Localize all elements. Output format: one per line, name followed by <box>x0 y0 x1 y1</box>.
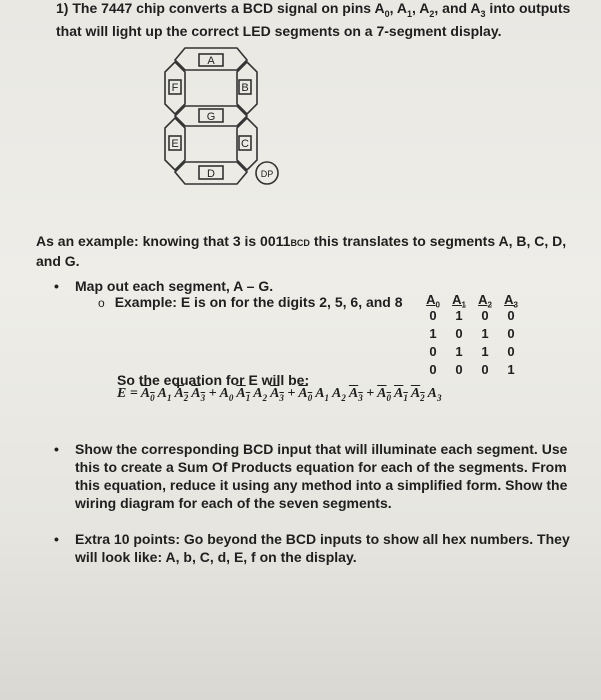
bullet2-text: Show the corresponding BCD input that will illuminate each segment. Use this to create a Sum Of Products equation for each of the segments. From this equation, reduce it using any method into a simplified form. Show the wiring diagram for each of the seven segments. <box>75 441 568 511</box>
col-header-a3: $A_3$ <box>504 292 518 310</box>
table-row <box>424 326 544 342</box>
sub-bullet-text: Example: E is on for the digits 2, 5, 6, and 8 <box>114 294 403 310</box>
table-header <box>424 292 544 308</box>
bullet-dot: • <box>54 278 59 294</box>
equation-intro: So the equation for E will be: <box>117 372 310 388</box>
table-row <box>424 308 544 324</box>
table-cell: 0 <box>507 326 515 341</box>
sub-bullet-marker: o <box>98 296 105 310</box>
question-number: 1) <box>56 0 69 16</box>
table-cell: 0 <box>429 344 437 359</box>
table-cell: 1 <box>429 326 437 341</box>
table-cell: 1 <box>481 326 489 341</box>
sub-bullet-example <box>98 294 403 310</box>
label-e: E <box>171 138 179 150</box>
table-cell: 0 <box>455 362 463 377</box>
table-cell: 1 <box>455 344 463 359</box>
label-a: A <box>207 55 215 67</box>
table-cell: 0 <box>455 326 463 341</box>
table-cell: 0 <box>429 362 437 377</box>
table-cell: 1 <box>481 344 489 359</box>
col-header-a2: $A_2$ <box>478 292 492 310</box>
label-b: B <box>241 82 249 94</box>
label-d: D <box>207 168 215 180</box>
bullet3-text: Extra 10 points: Go beyond the BCD inputs to show all hex numbers. They will look like: A, b, C, d, E, f on the display. <box>75 531 570 565</box>
table-cell: 0 <box>429 308 437 323</box>
table-cell: 0 <box>481 308 489 323</box>
equation-e: $E = A_0$ $A_1$ $A_2$ $A_3 + A_0$ $A_1$ $A_2$ $A_3 + A_0$ $A_1$ $A_2$ $A_3 + A_0$ $A_1$ $A_2$ $A_3$ <box>117 386 442 403</box>
label-c: C <box>241 138 249 150</box>
question-body: The 7447 chip converts a BCD signal on pins $A_0$, $A_1$, $A_2$, and $A_3$ into outputs that will light up the correct LED segments on a 7-segment display. <box>56 0 571 39</box>
label-f: F <box>171 82 179 94</box>
table-cell: 1 <box>455 308 463 323</box>
label-dp: DP <box>260 169 274 179</box>
bullet-dot: • <box>54 441 59 457</box>
bullet1-text: Map out each segment, A – G. <box>75 278 274 294</box>
bullet-dot: • <box>54 531 59 547</box>
table-cell: 0 <box>507 308 515 323</box>
col-header-a1: $A_1$ <box>452 292 466 310</box>
col-header-a0: $A_0$ <box>426 292 440 310</box>
table-row <box>424 344 544 360</box>
table-cell: 0 <box>481 362 489 377</box>
table-cell: 1 <box>507 362 515 377</box>
table-cell: 0 <box>507 344 515 359</box>
label-g: G <box>206 111 216 123</box>
seven-segment-diagram <box>155 40 295 200</box>
table-row <box>424 362 544 378</box>
example-paragraph: As an example: knowing that 3 is 0011BCD this translates to segments A, B, C, D, and G. <box>36 233 567 269</box>
question-text <box>56 0 586 40</box>
